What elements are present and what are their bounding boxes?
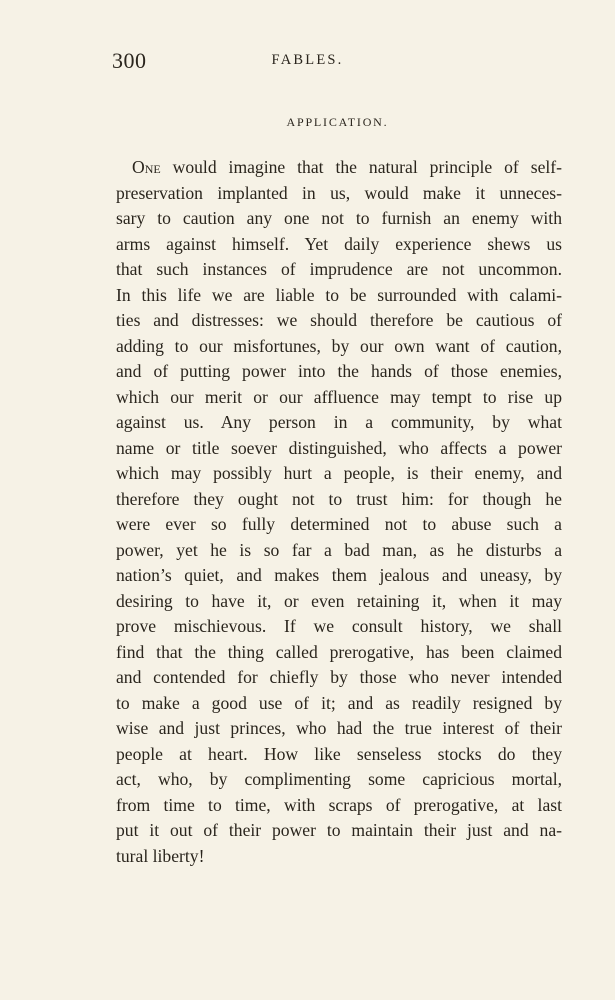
paragraph-line: and of putting power into the hands of those enemies, [116, 361, 562, 381]
paragraph-line: find that the thing called prerogative, has been claimed [116, 641, 562, 662]
paragraph-line: which may possibly hurt a people, is their enemy, and [116, 463, 562, 483]
paragraph-line: which our merit or our affluence may tempt to rise up [116, 386, 562, 407]
paragraph-line: put it out of their power to maintain their just and na- [116, 820, 562, 840]
paragraph-line: sary to caution any one not to furnish an enemy with [116, 208, 562, 228]
paragraph-line: ties and distresses: we should therefore be cautious of [116, 310, 562, 330]
paragraph-line: tural liberty! [116, 845, 205, 866]
paragraph-line-text: would imagine that the natural principle of self- [160, 157, 562, 177]
paragraph-line: desiring to have it, or even retaining it, when it may [116, 590, 562, 611]
section-heading-wrapper [0, 115, 615, 130]
paragraph-line: prove mischievous. If we consult history, we shall [116, 616, 562, 636]
paragraph-line: In this life we are liable to be surrounded with calami- [116, 284, 562, 305]
paragraph-line: and contended for chiefly by those who never intended [116, 667, 562, 687]
paragraph-line: from time to time, with scraps of prerogative, at last [116, 794, 562, 815]
paragraph-line: people at heart. How like senseless stocks do they [116, 743, 562, 764]
page-number: 300 [112, 48, 147, 73]
paragraph-line: therefore they ought not to trust him: for though he [116, 488, 562, 509]
paragraph-line: arms against himself. Yet daily experience shews us [116, 233, 562, 254]
paragraph-line: name or title soever distinguished, who affects a power [116, 437, 562, 458]
paragraph-line: to make a good use of it; and as readily resigned by [116, 692, 562, 713]
section-heading: APPLICATION. [286, 115, 389, 129]
paragraph-line [116, 155, 562, 181]
paragraph-line: preservation implanted in us, would make it unneces- [116, 182, 562, 203]
running-title: FABLES. [271, 52, 344, 68]
paragraph-line: that such instances of imprudence are not uncommon. [116, 259, 562, 279]
lead-word: One [132, 157, 161, 177]
paragraph-line: adding to our misfortunes, by our own want of caution, [116, 335, 562, 356]
paragraph-line: wise and just princes, who had the true interest of their [116, 718, 562, 738]
application-paragraph [116, 155, 562, 869]
paragraph-line: nation’s quiet, and makes them jealous and uneasy, by [116, 565, 562, 585]
paragraph-line: against us. Any person in a community, by what [116, 412, 562, 432]
paragraph-line: power, yet he is so far a bad man, as he disturbs a [116, 539, 562, 560]
paragraph-line: act, who, by complimenting some capricious mortal, [116, 769, 562, 789]
paragraph-line: were ever so fully determined not to abuse such a [116, 514, 562, 534]
